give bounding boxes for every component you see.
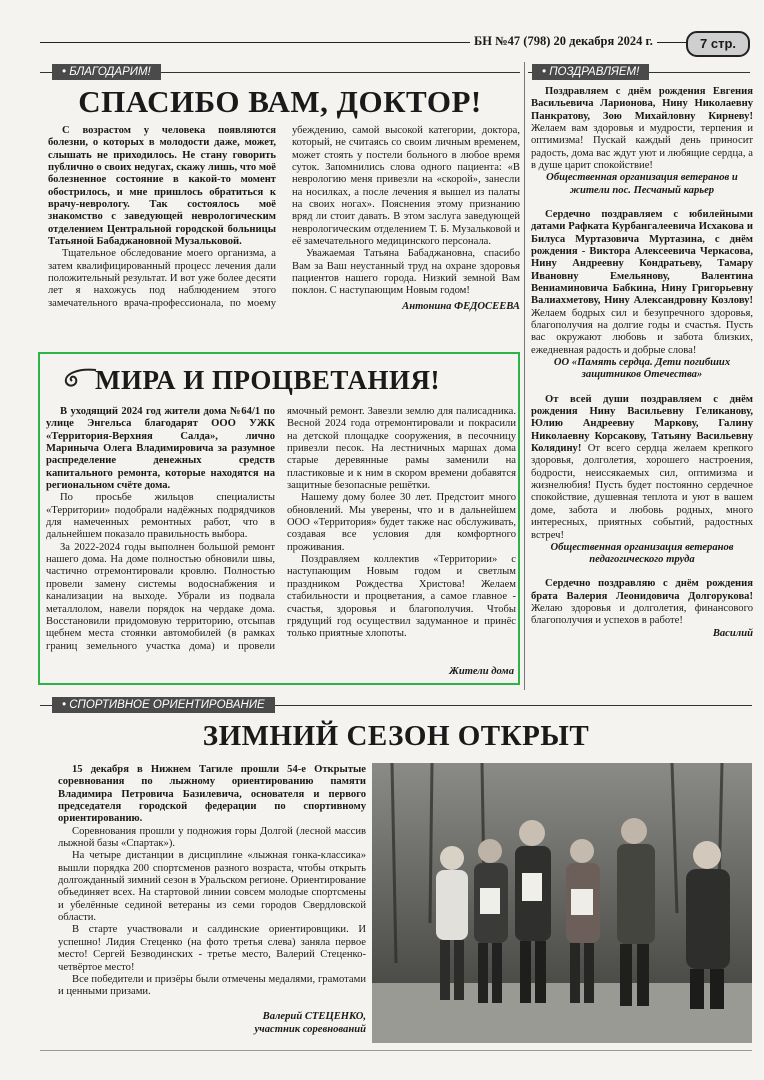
sport-p5: Все победители и призёры были отмечены медалями, грамотами и ценными призами.	[58, 973, 366, 998]
congrats-1-text: Желаем вам здоровья и мудрости, терпения и оптимизма! Пускай каждый день приносит радость, дома вас ждут уют и любящие сердца, а в душе царит спокойствие!	[531, 123, 753, 172]
congrats-4-signature: Василий	[712, 627, 753, 639]
congrats-block-4	[531, 578, 753, 640]
page-bottom-rule	[40, 1050, 752, 1051]
prosperity-signature: Жители дома	[449, 666, 514, 677]
congrats-2-org: ОО «Память сердца. Дети погибших защитников Отечества»	[553, 357, 731, 381]
congrats-1-org: Общественная организация ветеранов и жители пос. Песчаный карьер	[546, 172, 738, 196]
thanks-signature: Антонина ФЕДОСЕЕВА	[402, 300, 520, 312]
rubric-congrats: • ПОЗДРАВЛЯЕМ!	[532, 64, 649, 80]
prosperity-p1: В уходящий 2024 год жители дома №64/1 по улице Энгельса благодарят ООО УЖК «Территория-Верхняя Салда», лично Мариныча Олега Владимировича за разумное распределение денежных средств капитального ремонта, которые находятся на региональном счёте дома.	[46, 406, 275, 492]
congrats-block-3	[531, 394, 753, 567]
prosperity-article	[46, 406, 516, 668]
congrats-3-org: Общественная организация ветеранов педагогического труда	[550, 541, 734, 566]
swirl-ornament-icon	[58, 366, 98, 390]
sport-signature-role: участник соревнований	[254, 1024, 366, 1035]
thanks-p3: Уважаемая Татьяна Бабаджановна, спасибо Вам за Ваш неустанный труд на охране здоровья пациентов нашего города. Низкий земной Вам поклон. С наступающим Новым годом!	[292, 248, 520, 297]
sport-p2: Соревнования прошли у подножия горы Долгой (лесной массив лыжной базы «Спартак»).	[58, 825, 366, 850]
column-divider	[524, 62, 525, 690]
congrats-3-text: От всего сердца желаем крепкого здоровья, долголетия, хорошего настроения, бодрости, неиссякаемых сил, оптимизма и жизнелюбия! Пусть будет постоянно сердечное спокойствие, душевная теплота и уют в вашем доме, забота и любовь родных, много интересных, приятных событий, радостных встреч!	[531, 443, 753, 541]
congrats-block-2	[531, 209, 753, 382]
rubric-sport: • СПОРТИВНОЕ ОРИЕНТИРОВАНИЕ	[52, 697, 275, 713]
rubric-thanks: • БЛАГОДАРИМ!	[52, 64, 161, 80]
sport-signature-name: Валерий СТЕЦЕНКО,	[262, 1011, 366, 1022]
congrats-2-names: Сердечно поздравляем с юбилейными датами Рафката Курбангалеевича Исхакова и Билуса Муртазовича Муртазина, с днём рождения - Виктора Алексеевича Черкасова, Нину Андреевну Кондратьеву, Тамару Ивановну Емельянову, Валентина Вениаминовича Бабкина, Нину Григорьевну Валиахметову, Нину Александровну Козлову!	[531, 209, 753, 307]
prosperity-p3: За 2022-2024 годы выполнен большой ремонт нашего дома. На доме полностью обновили швы, частично отремонтировали кровлю. Полностью провели замену системы водоснабжения и канализации на выходе. Убрали из подвала металлолом, навели порядок на чердаке дома. Восстановили придомовую территорию, отсыпав щебнем места стоянки автомобилей (в рамках границ земельного участка дома) и провели ямочный ремонт. Завезли землю для палисадника. Весной 2024 года отремонтировали и покрасили на детской площадке сооружения, в песочницу привезли песок. На лестничных маршах дома старые деревянные рамы заменили на пластиковые и к ним в скором времени добавятся защитные безопасные решётки.	[46, 406, 516, 652]
athletes-photo	[372, 763, 752, 1043]
issue-info: БН №47 (798) 20 декабря 2024 г.	[470, 34, 657, 49]
prosperity-p5: Поздравляем коллектив «Территории» с наступающим Новым годом и светлым праздником Рождества Христова! Желаем стабильности и процветания, а самое главное - счастья, здоровья и благополучия. Чтобы грядущий год осуществил задуманное и принёс только приятные хлопоты.	[287, 554, 516, 640]
congrats-1-names: Поздравляем с днём рождения Евгения Васильевича Ларионова, Нину Николаевну Панкратову, Зою Михайловну Кирневу!	[531, 86, 753, 122]
congrats-3-names: От всей души поздравляем с днём рождения Нину Васильевну Геликанову, Юлию Андреевну Маркову, Галину Николаевну Корсакову, Татьяну Васильевну Колядину!	[531, 393, 753, 455]
sport-p4: В старте участвовали и салдинские ориентировщики. И успешно! Лидия Стеценко (на фото третья слева) заняла первое место! Сергей Безводинских - третье место, Валерий Стеценко- четвёртое место!	[58, 924, 366, 973]
page-number: 7 стр.	[686, 31, 750, 57]
prosperity-p2: По просьбе жильцов специалисты «Территории» подобрали надёжных подрядчиков для намеченных ремонтных работ, что в дальнейшем показало правильность выбора.	[46, 492, 275, 541]
sport-p3: На четыре дистанции в дисциплине «лыжная гонка-классика» вышли порядка 200 спортсменов разного возраста, чтобы открыть долгожданный зимний сезон в Уральском регионе. Ориентирование объединяет всех. На стартовой линии совсем молодые спортсмены и убелённые сединой ветераны из семи городов Свердловской области.	[58, 850, 366, 924]
prosperity-p4: Нашему дому более 30 лет. Предстоит много обновлений. Мы уверены, что и в дальнейшем ООО «Территория» будет также нас обслуживать, создавая все условия для комфортного проживания.	[287, 492, 516, 553]
thanks-p2: Тщательное обследование моего организма, а затем квалифицированный процесс лечения дали положительный результат. И вот уже более десяти лет я нахожусь под наблюдением этого замечательного врача-профессионала, по моему убеждению, самой высокой категории, доктора, который, не считаясь со своим личным временем, может стоять у постели больного в любое время суток. Запомнились слова одного пациента: «В неврологию меня привезли на «скорой», занесли на носилках, а после лечения я вышел из палаты на своих ногах». Пояснения этому признанию вряд ли стоит давать. В этом заслуга заведующей неврологическим отделением Т. Б. Музальковой и её замечательного медицинского персонала.	[48, 125, 520, 309]
congrats-block-1	[531, 86, 753, 197]
congrats-column	[531, 86, 753, 686]
congrats-2-text: Желаем бодрых сил и безупречного здоровья, благополучия на долгие годы и счастья. Пусть вас окружают любовь и забота близких, ежедневная радость и добрые слова!	[531, 307, 753, 356]
thanks-article	[48, 125, 520, 341]
sport-title: ЗИМНИЙ СЕЗОН ОТКРЫТ	[202, 720, 590, 752]
sport-article	[58, 764, 366, 1009]
thanks-p1: С возрастом у человека появляются болезни, о которых в молодости даже, может, слышать не приходилось. Не стану говорить публично о своих недугах, скажу лишь, что моё болезненное состояние в какой-то момент обострилось, и мне пришлось обратиться к врачу-неврологу. Так состоялось моё знакомство с заведующей неврологическим отделением Центральной городской больницы Татьяной Бабаджановной Музальковой.	[48, 125, 276, 248]
thanks-title: СПАСИБО ВАМ, ДОКТОР!	[78, 84, 482, 119]
sport-p1: 15 декабря в Нижнем Тагиле прошли 54-е Открытые соревнования по лыжному ориентированию памяти Владимира Петровича Базилевича, основателя и первого председателя городской федерации по спортивному ориентированию.	[58, 764, 366, 825]
prosperity-title: МИРА И ПРОЦВЕТАНИЯ!	[95, 365, 441, 395]
congrats-4-text: Желаю здоровья и долголетия, финансового благополучия и успехов в работе!	[531, 603, 753, 627]
congrats-4-names: Сердечно поздравляю с днём рождения брата Валерия Леонидовича Долгорукова!	[531, 578, 753, 602]
